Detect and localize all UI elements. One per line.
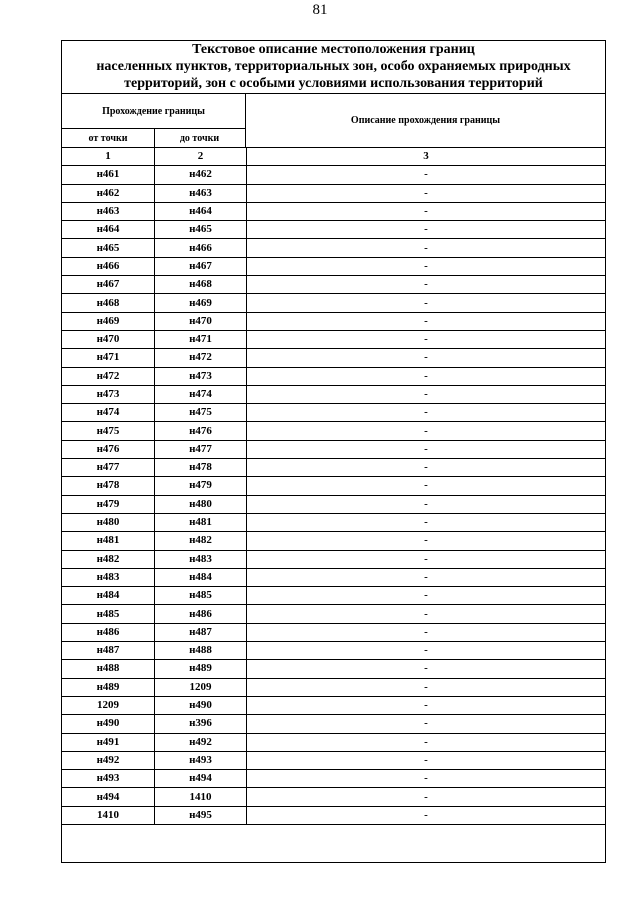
cell-description: -	[247, 696, 606, 714]
table-row	[62, 495, 605, 513]
table-row	[62, 587, 605, 605]
cell-to-point: н471	[155, 330, 247, 348]
cell-from-point: н465	[62, 239, 155, 257]
cell-description: -	[247, 312, 606, 330]
header-from-point: от точки	[88, 132, 128, 144]
cell-description: -	[247, 440, 606, 458]
table-row	[62, 660, 605, 678]
cell-description: -	[247, 751, 606, 769]
table-row	[62, 459, 605, 477]
cell-description: -	[247, 422, 606, 440]
cell-from-point: н476	[62, 440, 155, 458]
cell-description: -	[247, 294, 606, 312]
cell-to-point: н473	[155, 367, 247, 385]
cell-from-point: н462	[62, 184, 155, 202]
cell-from-point: н488	[62, 660, 155, 678]
cell-from-point: н472	[62, 367, 155, 385]
cell-to-point: н466	[155, 239, 247, 257]
table-row	[62, 696, 605, 714]
cell-to-point: н472	[155, 349, 247, 367]
table-row	[62, 477, 605, 495]
table-row	[62, 678, 605, 696]
cell-from-point: н461	[62, 166, 155, 184]
cell-to-point: н488	[155, 642, 247, 660]
cell-from-point: н471	[62, 349, 155, 367]
cell-to-point: н490	[155, 696, 247, 714]
cell-description: -	[247, 678, 606, 696]
cell-to-point: н396	[155, 715, 247, 733]
header-to-point: до точки	[179, 132, 220, 144]
cell-to-point: 1209	[155, 678, 247, 696]
cell-to-point: н482	[155, 532, 247, 550]
cell-description: -	[247, 660, 606, 678]
cell-description: -	[247, 587, 606, 605]
table-row	[62, 733, 605, 751]
cell-from-point: н494	[62, 788, 155, 806]
col-number-3: 3	[247, 148, 606, 166]
cell-description: -	[247, 330, 606, 348]
cell-from-point: н478	[62, 477, 155, 495]
cell-to-point: н475	[155, 404, 247, 422]
table-row	[62, 202, 605, 220]
title-line-1: Текстовое описание местоположения границ	[192, 42, 475, 57]
table-row	[62, 550, 605, 568]
table-row	[62, 642, 605, 660]
cell-to-point: н493	[155, 751, 247, 769]
table-row	[62, 385, 605, 403]
cell-from-point: н463	[62, 202, 155, 220]
cell-to-point: н483	[155, 550, 247, 568]
table-row	[62, 330, 605, 348]
cell-from-point: н484	[62, 587, 155, 605]
table-row	[62, 788, 605, 806]
cell-to-point: н484	[155, 568, 247, 586]
cell-to-point: н495	[155, 806, 247, 824]
cell-description: -	[247, 349, 606, 367]
cell-description: -	[247, 568, 606, 586]
table-row	[62, 221, 605, 239]
cell-description: -	[247, 166, 606, 184]
table-row	[62, 257, 605, 275]
cell-description: -	[247, 715, 606, 733]
cell-to-point: н486	[155, 605, 247, 623]
cell-description: -	[247, 532, 606, 550]
table-row	[62, 367, 605, 385]
cell-to-point: н494	[155, 770, 247, 788]
cell-to-point: н479	[155, 477, 247, 495]
cell-from-point: н483	[62, 568, 155, 586]
cell-to-point: н469	[155, 294, 247, 312]
table-row	[62, 166, 605, 184]
cell-description: -	[247, 495, 606, 513]
cell-description: -	[247, 202, 606, 220]
cell-description: -	[247, 385, 606, 403]
col-number-2: 2	[155, 148, 247, 166]
cell-description: -	[247, 770, 606, 788]
table-row	[62, 532, 605, 550]
cell-to-point: н481	[155, 513, 247, 531]
cell-from-point: 1410	[62, 806, 155, 824]
cell-description: -	[247, 623, 606, 641]
cell-to-point: н480	[155, 495, 247, 513]
cell-from-point: н467	[62, 276, 155, 294]
cell-description: -	[247, 550, 606, 568]
cell-from-point: н490	[62, 715, 155, 733]
cell-description: -	[247, 477, 606, 495]
cell-from-point: н469	[62, 312, 155, 330]
table-row	[62, 312, 605, 330]
table-row	[62, 623, 605, 641]
table-row	[62, 422, 605, 440]
cell-description: -	[247, 257, 606, 275]
cell-from-point: н491	[62, 733, 155, 751]
cell-from-point: н492	[62, 751, 155, 769]
header-description: Описание прохождения границы	[350, 115, 501, 126]
cell-to-point: н463	[155, 184, 247, 202]
table-row	[62, 239, 605, 257]
cell-description: -	[247, 605, 606, 623]
cell-from-point: н493	[62, 770, 155, 788]
cell-from-point: н489	[62, 678, 155, 696]
cell-description: -	[247, 642, 606, 660]
document-table-frame	[61, 40, 606, 863]
cell-to-point: н485	[155, 587, 247, 605]
cell-from-point: н485	[62, 605, 155, 623]
table-row	[62, 184, 605, 202]
cell-from-point: н474	[62, 404, 155, 422]
cell-to-point: н487	[155, 623, 247, 641]
cell-to-point: н476	[155, 422, 247, 440]
cell-to-point: н477	[155, 440, 247, 458]
cell-from-point: 1209	[62, 696, 155, 714]
col-number-1: 1	[62, 148, 155, 166]
cell-to-point: 1410	[155, 788, 247, 806]
cell-to-point: н489	[155, 660, 247, 678]
cell-description: -	[247, 184, 606, 202]
cell-from-point: н470	[62, 330, 155, 348]
cell-description: -	[247, 367, 606, 385]
table-row	[62, 349, 605, 367]
cell-to-point: н468	[155, 276, 247, 294]
cell-description: -	[247, 733, 606, 751]
title-line-2: населенных пунктов, территориальных зон, особо охраняемых природных	[96, 59, 571, 74]
cell-to-point: н492	[155, 733, 247, 751]
table-row	[62, 294, 605, 312]
cell-from-point: н477	[62, 459, 155, 477]
cell-from-point: н464	[62, 221, 155, 239]
cell-from-point: н479	[62, 495, 155, 513]
header-boundary: Прохождение границы	[102, 105, 205, 117]
cell-from-point: н466	[62, 257, 155, 275]
cell-from-point: н481	[62, 532, 155, 550]
cell-from-point: н487	[62, 642, 155, 660]
cell-to-point: н462	[155, 166, 247, 184]
cell-from-point: н473	[62, 385, 155, 403]
table-row	[62, 276, 605, 294]
cell-from-point: н482	[62, 550, 155, 568]
cell-description: -	[247, 459, 606, 477]
table-row	[62, 715, 605, 733]
table-row	[62, 404, 605, 422]
table-row	[62, 770, 605, 788]
cell-description: -	[247, 404, 606, 422]
cell-from-point: н480	[62, 513, 155, 531]
title-line-3: территорий, зон с особыми условиями использования территорий	[124, 76, 543, 91]
table-row	[62, 513, 605, 531]
cell-to-point: н464	[155, 202, 247, 220]
column-number-row	[62, 148, 605, 166]
table-row	[62, 751, 605, 769]
cell-to-point: н467	[155, 257, 247, 275]
cell-from-point: н475	[62, 422, 155, 440]
cell-from-point: н486	[62, 623, 155, 641]
cell-description: -	[247, 239, 606, 257]
page-number: 81	[312, 2, 328, 18]
cell-to-point: н474	[155, 385, 247, 403]
table-row	[62, 605, 605, 623]
cell-to-point: н465	[155, 221, 247, 239]
cell-to-point: н478	[155, 459, 247, 477]
cell-from-point: н468	[62, 294, 155, 312]
table-row	[62, 440, 605, 458]
cell-description: -	[247, 806, 606, 824]
document-title	[62, 41, 605, 92]
cell-description: -	[247, 276, 606, 294]
cell-description: -	[247, 221, 606, 239]
boundary-table	[62, 148, 605, 825]
cell-to-point: н470	[155, 312, 247, 330]
table-row	[62, 806, 605, 824]
table-row	[62, 568, 605, 586]
cell-description: -	[247, 513, 606, 531]
cell-description: -	[247, 788, 606, 806]
